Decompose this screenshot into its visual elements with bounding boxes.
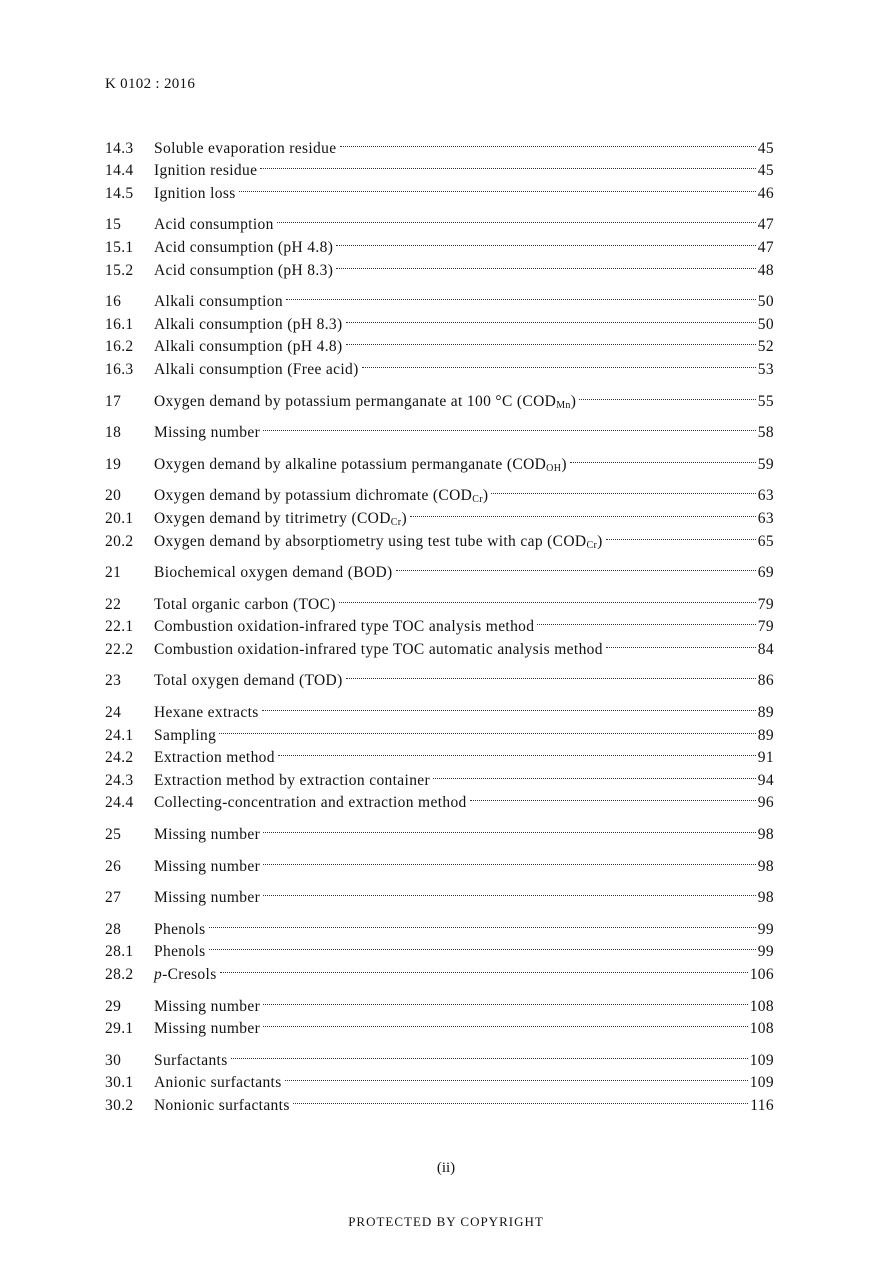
toc-dot-leader — [433, 762, 758, 785]
toc-dot-leader — [219, 717, 758, 740]
toc-group — [105, 130, 774, 202]
toc-entry-title-text: Alkali consumption — [154, 293, 283, 311]
toc-dot-leader — [286, 284, 758, 307]
toc-entry-page: 84 — [757, 640, 774, 658]
toc-entry-title-text: Biochemical oxygen demand (BOD) — [154, 564, 393, 582]
toc-dot-leader — [263, 415, 758, 438]
toc-entry-page: 46 — [757, 184, 774, 202]
toc-entry-title-text: Oxygen demand by titrimetry (COD — [154, 509, 391, 527]
toc-dot-leader — [606, 523, 758, 546]
toc-entry[interactable] — [105, 911, 774, 938]
toc-entry-number: 25 — [105, 826, 122, 844]
toc-entry-page: 65 — [757, 532, 774, 550]
toc-entry-title-text: Combustion oxidation-infrared type TOC automatic analysis method — [154, 640, 603, 658]
toc-entry[interactable] — [105, 988, 774, 1015]
toc-entry-title — [154, 183, 239, 206]
toc-entry-title-text: Sampling — [154, 726, 217, 744]
toc-entry[interactable] — [105, 446, 774, 474]
toc-entry-title — [154, 887, 263, 910]
toc-entry-page: 98 — [757, 889, 774, 907]
toc-entry-number: 19 — [105, 455, 122, 473]
toc-entry-title-text: Acid consumption (pH 8.3) — [154, 261, 334, 279]
toc-entry-title-text: Ignition loss — [154, 184, 236, 202]
toc-entry-number: 22 — [105, 595, 122, 613]
toc-entry[interactable] — [105, 415, 774, 442]
toc-entry-page: 86 — [757, 672, 774, 690]
toc-entry-title-text: Oxygen demand by potassium permanganate at 100 °C (COD — [154, 392, 557, 410]
toc-entry-title-suffix: ) — [570, 392, 577, 410]
toc-entry-title-text: -Cresols — [162, 966, 217, 983]
toc-entry-page: 99 — [757, 943, 774, 961]
toc-entry[interactable] — [105, 848, 774, 875]
toc-entry-title — [154, 260, 336, 283]
toc-group — [105, 816, 774, 844]
toc-dot-leader — [346, 663, 758, 686]
toc-entry-title — [154, 670, 346, 693]
toc-entry-number: 16.3 — [105, 360, 134, 378]
toc-dot-leader — [263, 1011, 750, 1034]
toc-entry-number: 18 — [105, 424, 122, 442]
copyright-notice: PROTECTED BY COPYRIGHT — [348, 1214, 544, 1229]
toc-entry-title — [154, 964, 220, 987]
toc-entry-title — [154, 941, 209, 964]
toc-entry-page: 108 — [749, 997, 774, 1015]
toc-entry-title — [154, 792, 470, 815]
toc-entry-number: 27 — [105, 889, 122, 907]
toc-entry-page: 63 — [757, 509, 774, 527]
toc-entry-title-text: Surfactants — [154, 1051, 228, 1069]
toc-entry-title — [154, 1018, 263, 1041]
toc-entry-title-text: Nonionic surfactants — [154, 1096, 290, 1114]
toc-entry-title — [154, 336, 346, 359]
toc-entry-number: 23 — [105, 672, 122, 690]
toc-entry-page: 108 — [749, 1020, 774, 1038]
toc-dot-leader — [346, 329, 758, 352]
toc-entry-page: 47 — [757, 216, 774, 234]
toc-entry-title-text: Missing number — [154, 997, 261, 1015]
toc-group — [105, 284, 774, 378]
toc-entry-subscript: OH — [546, 462, 562, 474]
toc-entry-title-text: Oxygen demand by alkaline potassium permanganate (COD — [154, 455, 547, 473]
toc-entry-title — [154, 747, 278, 770]
toc-entry-page: 89 — [757, 704, 774, 722]
toc-entry[interactable] — [105, 1042, 774, 1069]
toc-entry-page: 98 — [757, 826, 774, 844]
toc-group — [105, 446, 774, 474]
toc-entry-title-text: Oxygen demand by potassium dichromate (COD — [154, 487, 473, 505]
toc-entry-page: 91 — [757, 749, 774, 767]
toc-dot-leader — [470, 785, 758, 808]
toc-dot-leader — [263, 848, 758, 871]
toc-entry[interactable] — [105, 383, 774, 411]
toc-entry-title — [154, 291, 286, 314]
toc-entry-page: 45 — [757, 162, 774, 180]
toc-entry-page: 109 — [749, 1051, 774, 1069]
toc-dot-leader — [260, 153, 757, 176]
toc-entry-title — [154, 616, 537, 639]
toc-entry-number: 22.1 — [105, 618, 134, 636]
toc-dot-leader — [231, 1042, 750, 1065]
toc-entry[interactable] — [105, 586, 774, 613]
toc-entry-subscript: Cr — [472, 494, 483, 506]
toc-dot-leader — [579, 383, 758, 406]
toc-entry-number: 28.2 — [105, 966, 134, 983]
toc-entry-page: 50 — [757, 293, 774, 311]
toc-dot-leader — [262, 694, 758, 717]
toc-dot-leader — [263, 988, 750, 1011]
toc-group — [105, 586, 774, 658]
toc-group — [105, 207, 774, 279]
toc-entry-subscript: Mn — [556, 399, 571, 411]
toc-dot-leader — [293, 1087, 751, 1110]
toc-dot-leader — [396, 555, 758, 578]
toc-entry-number: 24.4 — [105, 794, 134, 812]
toc-entry[interactable] — [105, 663, 774, 690]
toc-entry-title-text: Alkali consumption (pH 4.8) — [154, 338, 343, 356]
toc-group — [105, 1042, 774, 1114]
toc-dot-leader — [362, 351, 758, 374]
toc-entry-title-text: Extraction method by extraction container — [154, 771, 431, 789]
toc-entry-title — [154, 725, 219, 748]
toc-dot-leader — [277, 207, 758, 230]
toc-entry-title-text: Acid consumption — [154, 216, 274, 234]
toc-entry-title-text: Missing number — [154, 424, 261, 442]
toc-entry-number: 20 — [105, 487, 122, 505]
toc-entry-title-text: Alkali consumption (Free acid) — [154, 360, 359, 378]
toc-entry-number: 29.1 — [105, 1020, 134, 1038]
toc-entry-subscript: Cr — [586, 539, 598, 551]
toc-entry-number: 28.1 — [105, 943, 134, 961]
toc-dot-leader — [263, 816, 758, 839]
toc-entry-title-text: Alkali consumption (pH 8.3) — [154, 315, 343, 333]
toc-entry-number: 29 — [105, 997, 122, 1015]
toc-entry-number: 15 — [105, 216, 122, 234]
toc-entry-number: 24.3 — [105, 771, 134, 789]
toc-entry-title-text: Collecting-concentration and extraction method — [154, 794, 467, 812]
toc-dot-leader — [336, 252, 758, 275]
toc-entry-page: 52 — [757, 338, 774, 356]
toc-dot-leader — [263, 880, 758, 903]
toc-entry-number: 30 — [105, 1051, 122, 1069]
toc-dot-leader — [209, 911, 758, 934]
toc-entry-title-text: Phenols — [154, 920, 206, 938]
toc-entry-page: 94 — [757, 771, 774, 789]
toc-entry-title-text: Missing number — [154, 826, 261, 844]
toc-entry-title-text: Acid consumption (pH 4.8) — [154, 238, 334, 256]
toc-entry-page: 53 — [757, 360, 774, 378]
table-of-contents — [105, 130, 774, 1119]
toc-entry-number: 26 — [105, 857, 122, 875]
document-header: K 0102 : 2016 — [105, 76, 196, 92]
toc-entry-number: 21 — [105, 564, 122, 582]
toc-dot-leader — [209, 934, 758, 957]
toc-dot-leader — [537, 609, 757, 632]
toc-entry-title — [154, 391, 579, 414]
toc-entry-number: 20.2 — [105, 532, 134, 550]
toc-group — [105, 988, 774, 1038]
toc-entry-page: 96 — [757, 794, 774, 812]
toc-entry-title — [154, 1050, 231, 1073]
toc-entry-title — [154, 824, 263, 847]
toc-entry-number: 14.3 — [105, 139, 134, 157]
toc-entry-page: 99 — [757, 920, 774, 938]
toc-entry-page: 55 — [757, 392, 774, 410]
toc-entry-title — [154, 454, 570, 477]
toc-group — [105, 383, 774, 411]
toc-entry-title — [154, 1095, 293, 1118]
toc-entry-title-text: Missing number — [154, 857, 261, 875]
toc-entry-page: 48 — [757, 261, 774, 279]
toc-entry-number: 24.2 — [105, 749, 134, 767]
toc-entry-title-text: Extraction method — [154, 749, 275, 767]
toc-entry-title-suffix: ) — [401, 509, 407, 527]
toc-entry-page: 116 — [750, 1096, 774, 1114]
toc-entry-title — [154, 1072, 285, 1095]
toc-group — [105, 415, 774, 442]
toc-entry[interactable] — [105, 816, 774, 844]
toc-entry-title-text: Soluble evaporation residue — [154, 139, 337, 157]
toc-entry-title-suffix: ) — [597, 532, 603, 550]
toc-entry-page: 106 — [749, 966, 774, 983]
toc-dot-leader — [220, 956, 750, 979]
toc-entry[interactable] — [105, 478, 774, 506]
toc-entry-title-text: Ignition residue — [154, 162, 258, 180]
toc-dot-leader — [239, 175, 758, 198]
toc-entry-number: 17 — [105, 392, 122, 410]
toc-group — [105, 663, 774, 690]
toc-entry-title — [154, 237, 336, 260]
toc-entry-number: 30.1 — [105, 1074, 134, 1092]
toc-entry-number: 28 — [105, 920, 122, 938]
toc-entry-title — [154, 770, 433, 793]
toc-entry-title — [154, 639, 606, 662]
toc-entry-title — [154, 422, 263, 445]
toc-group — [105, 880, 774, 907]
toc-entry-page: 79 — [757, 618, 774, 636]
toc-entry-title — [154, 562, 396, 585]
toc-entry-page: 47 — [757, 238, 774, 256]
toc-dot-leader — [606, 631, 758, 654]
toc-entry-number: 24 — [105, 704, 122, 722]
toc-group — [105, 555, 774, 582]
toc-entry-italic-prefix: p — [154, 966, 163, 983]
toc-entry-title — [154, 214, 277, 237]
toc-entry-page: 59 — [757, 455, 774, 473]
toc-entry-subscript: Cr — [390, 516, 402, 528]
toc-dot-leader — [491, 478, 757, 501]
toc-entry-title — [154, 996, 263, 1019]
toc-entry-title-text: Combustion oxidation-infrared type TOC analysis method — [154, 618, 535, 636]
toc-entry-title — [154, 919, 209, 942]
toc-entry-page: 63 — [757, 487, 774, 505]
toc-entry-title-suffix: ) — [482, 487, 489, 505]
toc-entry-page: 50 — [757, 315, 774, 333]
toc-dot-leader — [278, 740, 758, 763]
toc-entry-title — [154, 531, 606, 554]
toc-dot-leader — [410, 500, 758, 523]
toc-entry-number: 14.5 — [105, 184, 134, 202]
toc-entry-page: 79 — [757, 595, 774, 613]
toc-dot-leader — [570, 446, 758, 469]
toc-entry-number: 14.4 — [105, 162, 134, 180]
toc-dot-leader — [336, 229, 758, 252]
toc-entry-page: 45 — [757, 139, 774, 157]
toc-dot-leader — [346, 306, 758, 329]
toc-entry-title — [154, 594, 339, 617]
toc-entry-title-text: Hexane extracts — [154, 704, 259, 722]
toc-entry[interactable] — [105, 207, 774, 234]
page-number: (ii) — [436, 1160, 456, 1176]
toc-entry-number: 16.1 — [105, 315, 134, 333]
toc-group — [105, 478, 774, 551]
toc-entry-title-text: Oxygen demand by absorptiometry using test tube with cap (COD — [154, 532, 587, 550]
toc-entry[interactable] — [105, 880, 774, 907]
toc-entry-title-suffix: ) — [561, 455, 567, 473]
toc-entry-page: 58 — [757, 424, 774, 442]
toc-entry-page: 89 — [757, 726, 774, 744]
toc-entry-page: 98 — [757, 857, 774, 875]
toc-entry-title-text: Phenols — [154, 943, 206, 961]
toc-entry-number: 15.2 — [105, 261, 134, 279]
toc-entry-page: 69 — [757, 564, 774, 582]
toc-entry-number: 24.1 — [105, 726, 134, 744]
toc-entry-title-text: Total organic carbon (TOC) — [154, 595, 336, 613]
toc-entry-title — [154, 359, 362, 382]
toc-entry-title — [154, 314, 346, 337]
toc-entry[interactable] — [105, 130, 774, 157]
toc-group — [105, 694, 774, 812]
toc-group — [105, 911, 774, 983]
toc-entry-title-text: Anionic surfactants — [154, 1074, 282, 1092]
toc-dot-leader — [340, 130, 758, 153]
toc-entry-number: 22.2 — [105, 640, 134, 658]
toc-entry[interactable] — [105, 694, 774, 722]
toc-entry-title-text: Missing number — [154, 1020, 261, 1038]
toc-entry-number: 16.2 — [105, 338, 134, 356]
toc-entry-number: 30.2 — [105, 1096, 134, 1114]
toc-entry-number: 15.1 — [105, 238, 134, 256]
toc-entry[interactable] — [105, 284, 774, 311]
toc-entry-title-text: Missing number — [154, 889, 261, 907]
toc-entry-title — [154, 508, 410, 531]
toc-entry-number: 20.1 — [105, 509, 134, 527]
toc-group — [105, 848, 774, 875]
toc-entry-page: 109 — [749, 1074, 774, 1092]
toc-dot-leader — [285, 1065, 750, 1088]
toc-entry[interactable] — [105, 555, 774, 582]
toc-entry-title — [154, 856, 263, 879]
toc-dot-leader — [339, 586, 758, 609]
toc-entry-number: 16 — [105, 293, 122, 311]
toc-entry-title-text: Total oxygen demand (TOD) — [154, 672, 343, 690]
